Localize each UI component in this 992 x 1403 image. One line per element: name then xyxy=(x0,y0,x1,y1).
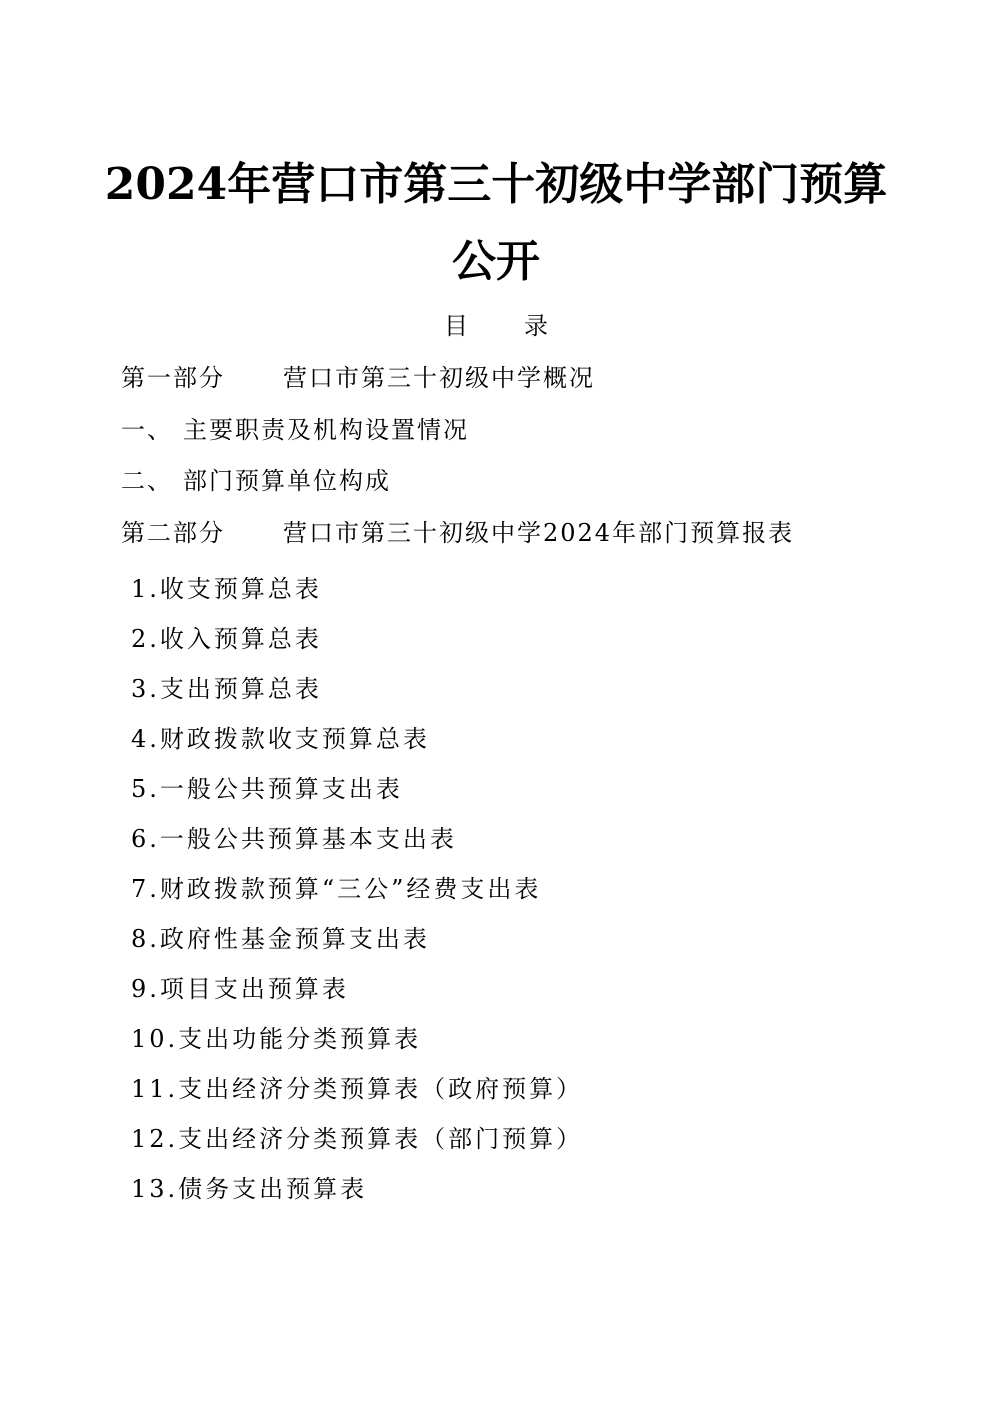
toc-item-9: 9.项目支出预算表 xyxy=(131,975,349,1003)
toc-item-6: 6.一般公共预算基本支出表 xyxy=(131,825,457,853)
toc-section-2-text: 部门预算单位构成 xyxy=(183,467,391,495)
toc-item-3: 3.支出预算总表 xyxy=(131,675,322,703)
toc-item-8: 8.政府性基金预算支出表 xyxy=(131,925,430,953)
toc-section-1 xyxy=(121,414,469,446)
toc-part-2 xyxy=(121,517,794,549)
toc-part-1-label: 第一部分 xyxy=(121,364,225,392)
toc-heading-char-2: 录 xyxy=(524,312,548,340)
toc-item-7: 7.财政拨款预算“三公”经费支出表 xyxy=(131,875,542,903)
toc-item-13: 13.债务支出预算表 xyxy=(131,1175,368,1203)
toc-part-1-text: 营口市第三十初级中学概况 xyxy=(283,364,595,392)
toc-section-1-text: 主要职责及机构设置情况 xyxy=(183,416,469,444)
toc-heading xyxy=(0,310,992,342)
toc-item-1: 1.收支预算总表 xyxy=(131,575,322,603)
toc-section-1-num: 一、 xyxy=(121,416,173,444)
toc-part-2-text: 营口市第三十初级中学2024年部门预算报表 xyxy=(283,519,795,547)
toc-section-2 xyxy=(121,465,391,497)
toc-section-2-num: 二、 xyxy=(121,467,173,495)
toc-heading-char-1: 目 xyxy=(444,312,468,340)
document-title-line-2: 公开 xyxy=(452,236,540,287)
toc-item-10: 10.支出功能分类预算表 xyxy=(131,1025,422,1053)
toc-item-12: 12.支出经济分类预算表（部门预算） xyxy=(131,1125,584,1153)
toc-item-2: 2.收入预算总表 xyxy=(131,625,322,653)
toc-item-11: 11.支出经济分类预算表（政府预算） xyxy=(131,1075,584,1103)
toc-part-1 xyxy=(121,362,595,394)
toc-item-5: 5.一般公共预算支出表 xyxy=(131,775,403,803)
document-title-line-1: 2024年营口市第三十初级中学部门预算 xyxy=(104,159,888,210)
toc-item-4: 4.财政拨款收支预算总表 xyxy=(131,725,430,753)
toc-part-2-label: 第二部分 xyxy=(121,519,225,547)
